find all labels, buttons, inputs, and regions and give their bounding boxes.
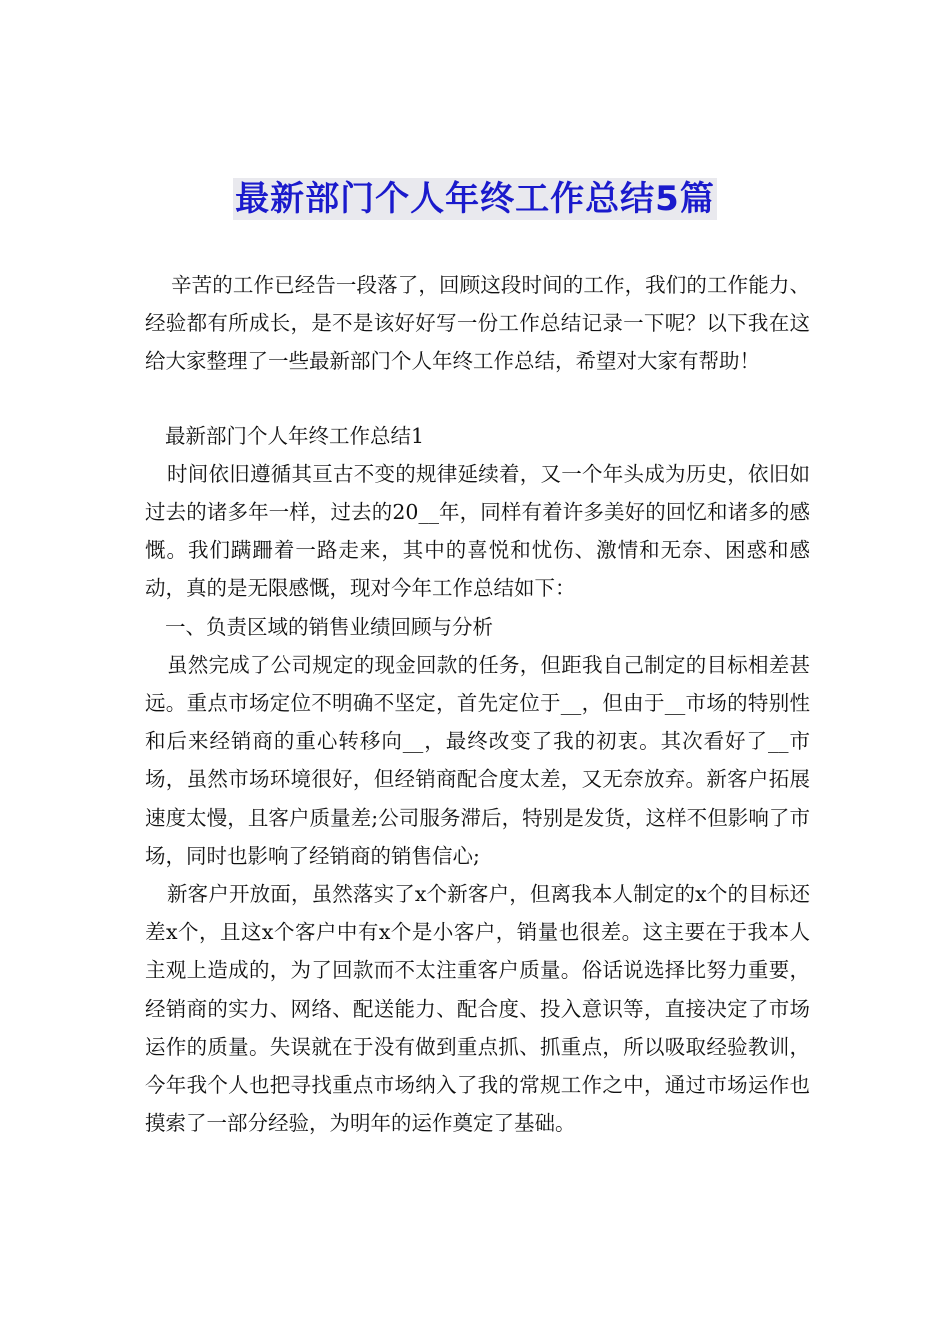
intro-paragraph: 辛苦的工作已经告一段落了，回顾这段时间的工作，我们的工作能力、经验都有所成长，是不是该好好写一份工作总结记录一下呢？以下我在这给大家整理了一些最新部门个人年终工作总结，希望对大家有帮助！ <box>145 273 810 374</box>
body-paragraph-3: 新客户开放面，虽然落实了x个新客户，但离我本人制定的x个的目标还差x个，且这x个客户中有x个是小客户，销量也很差。这主要在于我本人主观上造成的，为了回款而不太注重客户质量。俗话说选择比努力重要，经销商的实力、网络、配送能力、配合度、投入意识等，直接决定了市场运作的质量。失误就在于没有做到重点抓、抓重点，所以吸取经验教训，今年我个人也把寻找重点市场纳入了我的常规工作之中，通过市场运作也摸索了一部分经验，为明年的运作奠定了基础。 <box>145 882 810 1136</box>
section-title: 最新部门个人年终工作总结1 <box>165 423 425 448</box>
paragraph-spacer <box>145 381 810 417</box>
document-body <box>145 266 810 1142</box>
body-paragraph-1: 时间依旧遵循其亘古不变的规律延续着，又一个年头成为历史，依旧如过去的诸多年一样，过去的20__年，同样有着许多美好的回忆和诸多的感慨。我们蹒跚着一路走来，其中的喜悦和忧伤、激情和无奈、困惑和感动，真的是无限感慨，现对今年工作总结如下： <box>145 461 810 601</box>
document-title: 最新部门个人年终工作总结5篇 <box>235 179 715 219</box>
subsection-heading: 一、负责区域的销售业绩回顾与分析 <box>165 614 493 639</box>
body-paragraph-2: 虽然完成了公司规定的现金回款的任务，但距我自己制定的目标相差甚远。重点市场定位不明确不坚定，首先定位于__，但由于__市场的特别性和后来经销商的重心转移向__，最终改变了我的初衷。其次看好了__市场，虽然市场环境很好，但经销商配合度太差，又无奈放弃。新客户拓展速度太慢，且客户质量差;公司服务滞后，特别是发货，这样不但影响了市场，同时也影响了经销商的销售信心; <box>145 652 810 868</box>
title-container <box>0 178 950 220</box>
